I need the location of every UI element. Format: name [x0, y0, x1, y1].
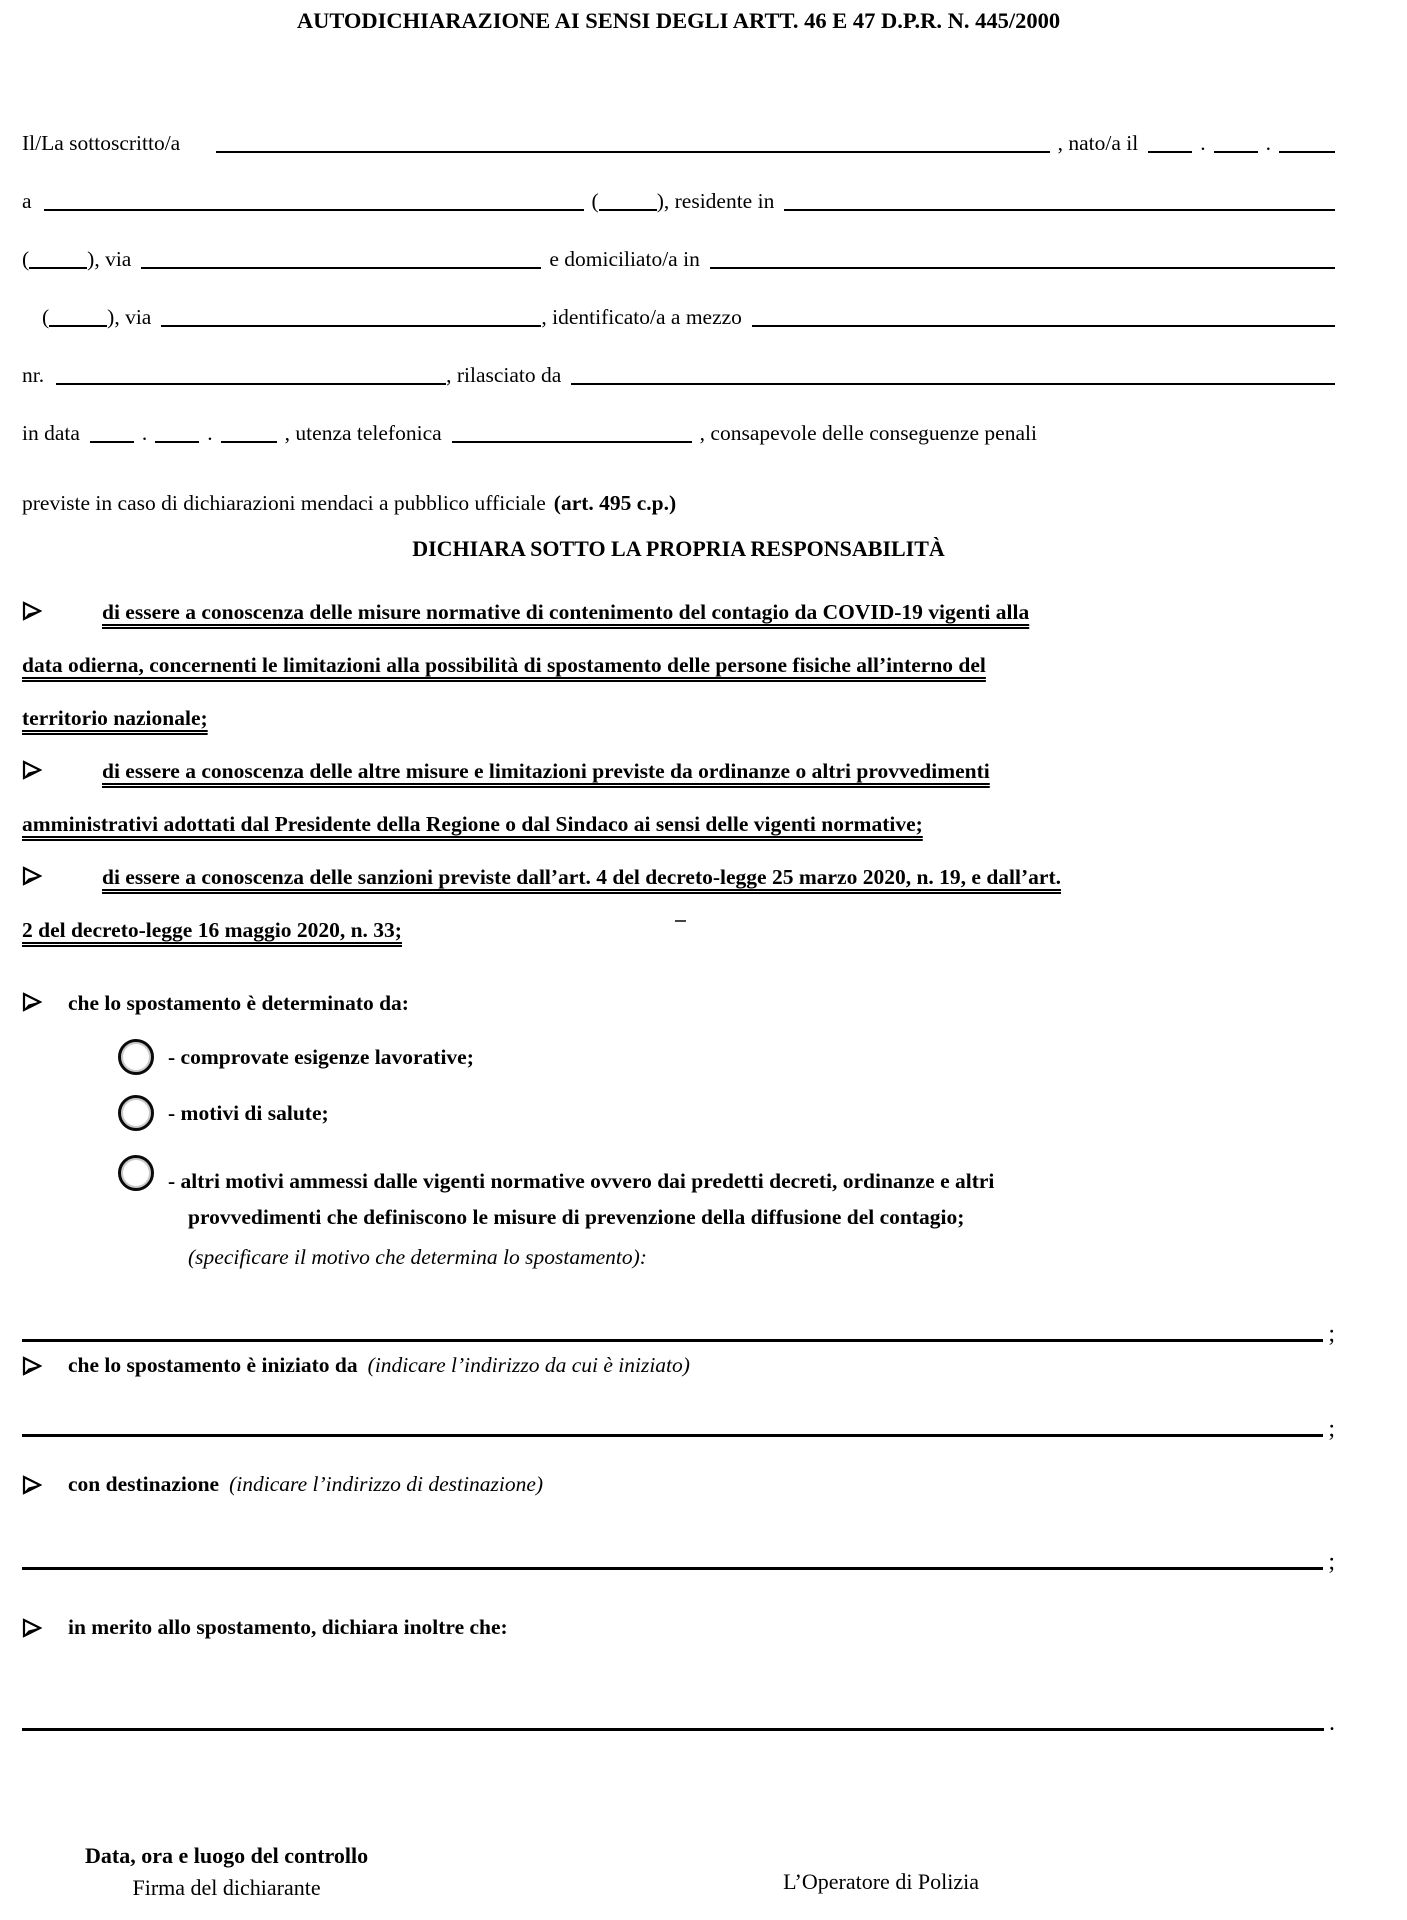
- subscriber-line: [22, 98, 1335, 156]
- penalty-article: (art. 495 c.p.): [553, 491, 677, 515]
- declaration-heading: DICHIARA SOTTO LA PROPRIA RESPONSABILITÀ: [412, 536, 945, 561]
- arrow-bullet-icon: [22, 601, 42, 621]
- via-label: ), via: [87, 247, 132, 271]
- arrow-bullet-icon: [22, 760, 42, 780]
- destination-address-field[interactable]: [22, 1494, 1323, 1570]
- domicile-street-field[interactable]: [161, 299, 541, 327]
- via-label: ), via: [107, 305, 152, 329]
- birth-day-field[interactable]: [1148, 125, 1192, 153]
- bullet-additional-declaration: [22, 1604, 1335, 1640]
- bullet-text: territorio nazionale;: [22, 706, 208, 730]
- bullet-covid-measures-cont: [22, 678, 1335, 731]
- date-dot: .: [207, 421, 213, 445]
- bullet-destination: [22, 1461, 1335, 1497]
- option-other-reasons: [118, 1142, 1335, 1270]
- penalty-line: [22, 458, 1335, 516]
- page-title: AUTODICHIARAZIONE AI SENSI DEGLI ARTT. 46 E 47 D.P.R. N. 445/2000: [296, 8, 1061, 33]
- resident-label: ), residente in: [656, 189, 775, 213]
- birth-year-field[interactable]: [1279, 125, 1335, 153]
- arrow-bullet-icon: [22, 1356, 42, 1376]
- paren-open: (: [42, 305, 50, 329]
- arrow-bullet-icon: [22, 992, 42, 1012]
- bullet-text: che lo spostamento è iniziato da: [68, 1353, 358, 1377]
- residence-street-field[interactable]: [141, 241, 541, 269]
- paren-open: (: [22, 247, 30, 271]
- option-other-text: [168, 1142, 994, 1270]
- specify-note: (specificare il motivo che determina lo spostamento):: [188, 1245, 647, 1269]
- bullet-other-measures: [22, 731, 1335, 784]
- line-period: .: [1329, 1710, 1335, 1736]
- birth-month-field[interactable]: [1214, 125, 1258, 153]
- birth-place-field[interactable]: [44, 183, 584, 211]
- bullet-other-measures-cont: [22, 784, 1335, 837]
- birthplace-line: [22, 156, 1335, 214]
- id-issuer-field[interactable]: [571, 357, 1335, 385]
- paren-open: (: [591, 189, 599, 213]
- bullet-text: amministrativi adottati dal Presidente della Regione o dal Sindaco ai sensi delle vigenti normative;: [22, 812, 923, 836]
- issue-day-field[interactable]: [90, 415, 134, 443]
- domiciled-label: e domiciliato/a in: [549, 247, 700, 271]
- option-label-cont: provvedimenti che definiscono le misure di prevenzione della diffusione del contagio;: [188, 1205, 965, 1229]
- date-dot: .: [141, 421, 148, 445]
- nr-label: nr.: [22, 363, 45, 387]
- issue-month-field[interactable]: [155, 415, 199, 443]
- subscriber-label: Il/La sottoscritto/a: [22, 131, 181, 155]
- domicile-province-field[interactable]: [49, 299, 107, 327]
- line-semicolon: ;: [1328, 1321, 1335, 1347]
- origin-address-field[interactable]: [22, 1375, 1323, 1437]
- bullet-sanctions: [22, 837, 1335, 890]
- penalty-text: previste in caso di dichiarazioni mendaci a pubblico ufficiale: [22, 491, 546, 515]
- option-health-reasons: [118, 1086, 1335, 1140]
- destination-answer-row: [22, 1497, 1335, 1575]
- birth-province-field[interactable]: [599, 183, 657, 211]
- bullet-covid-measures: [22, 572, 1335, 625]
- identified-label: , identificato/a a mezzo: [541, 305, 742, 329]
- arrow-bullet-icon: [22, 1618, 42, 1638]
- option-work-reasons: [118, 1030, 1335, 1084]
- residence-province-field[interactable]: [29, 241, 87, 269]
- residence-street-line: [22, 214, 1335, 272]
- aware-label: , consapevole delle conseguenze penali: [699, 421, 1037, 445]
- radio-other-reasons[interactable]: [118, 1155, 154, 1191]
- bullet-text: con destinazione: [68, 1472, 220, 1496]
- subscriber-name-field[interactable]: [216, 125, 1049, 153]
- bullet-text: che lo spostamento è determinato da:: [68, 991, 409, 1015]
- id-number-line: [22, 330, 1335, 388]
- top-spacer: [22, 42, 1335, 98]
- bullet-note: (indicare l’indirizzo da cui è iniziato): [367, 1353, 690, 1377]
- id-number-field[interactable]: [56, 357, 446, 385]
- bullet-text: in merito allo spostamento, dichiara inoltre che:: [68, 1615, 508, 1639]
- reason-answer-row: [22, 1270, 1335, 1347]
- date-dot: .: [1265, 131, 1271, 155]
- arrow-bullet-icon: [22, 1475, 42, 1495]
- place-label: a: [22, 189, 32, 213]
- line-semicolon: ;: [1328, 1549, 1335, 1575]
- domicile-street-line: [42, 272, 1335, 330]
- bullet-text: di essere a conoscenza delle misure normative di contenimento del contagio da COVID-19 vigenti alla: [102, 600, 1030, 624]
- issued-label: , rilasciato da: [446, 363, 562, 387]
- declarant-signature-label: Firma del dichiarante: [132, 1875, 321, 1900]
- stray-mark: [675, 920, 686, 922]
- bullet-movement-reason: [22, 963, 1335, 1016]
- arrow-bullet-icon: [22, 866, 42, 886]
- id-type-field[interactable]: [752, 299, 1335, 327]
- control-label: Data, ora e luogo del controllo: [85, 1843, 369, 1868]
- bullet-sanctions-cont: [22, 890, 1335, 943]
- date-label: in data: [22, 421, 80, 445]
- bullet-text: 2 del decreto-legge 16 maggio 2020, n. 33;: [22, 918, 402, 942]
- issue-date-line: [22, 388, 1335, 446]
- phone-field[interactable]: [452, 415, 692, 443]
- footer: [22, 1843, 1335, 1901]
- origin-answer-row: [22, 1378, 1335, 1442]
- additional-answer-row: [22, 1640, 1335, 1736]
- domicile-city-field[interactable]: [710, 241, 1335, 269]
- bullet-text: data odierna, concernenti le limitazioni alla possibilità di spostamento delle persone fisiche all’interno del: [22, 653, 986, 677]
- option-label: - comprovate esigenze lavorative;: [168, 1044, 474, 1069]
- issue-year-field[interactable]: [221, 415, 277, 443]
- bullet-text: di essere a conoscenza delle sanzioni previste dall’art. 4 del decreto-legge 25 marzo 2020, n. 19, e dall’art.: [102, 865, 1061, 889]
- additional-declaration-field[interactable]: [22, 1637, 1324, 1731]
- police-officer-label: L’Operatore di Polizia: [783, 1869, 980, 1894]
- radio-work-reasons[interactable]: [118, 1039, 154, 1075]
- radio-health-reasons[interactable]: [118, 1095, 154, 1131]
- residence-city-field[interactable]: [784, 183, 1335, 211]
- option-label: - altri motivi ammessi dalle vigenti normative ovvero dai predetti decreti, ordinanze e altri: [168, 1169, 995, 1193]
- date-dot: .: [1200, 131, 1206, 155]
- phone-label: , utenza telefonica: [284, 421, 442, 445]
- line-semicolon: ;: [1328, 1416, 1335, 1442]
- bullet-text: di essere a conoscenza delle altre misure e limitazioni previste da ordinanze o altri provvedimenti: [102, 759, 990, 783]
- born-label: , nato/a il: [1057, 131, 1139, 155]
- bullet-covid-measures-cont: [22, 625, 1335, 678]
- footer-left-block: [85, 1843, 368, 1901]
- bullet-origin: [22, 1342, 1335, 1378]
- option-label: - motivi di salute;: [168, 1100, 329, 1125]
- reason-field[interactable]: [22, 1267, 1323, 1342]
- bullet-note: (indicare l’indirizzo di destinazione): [229, 1472, 544, 1496]
